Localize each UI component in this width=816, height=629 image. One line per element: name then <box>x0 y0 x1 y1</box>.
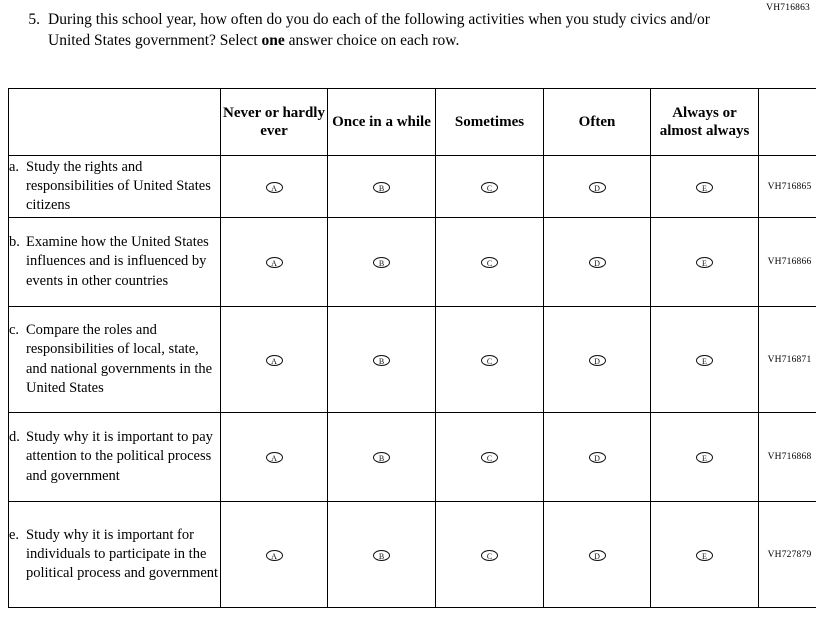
question-block <box>14 10 754 52</box>
response-matrix <box>8 88 816 608</box>
matrix-header-always-or-almost-always: Always or almost always <box>651 89 759 156</box>
row-id-a: VH716865 <box>759 156 816 218</box>
bubble-b-1[interactable] <box>221 218 328 307</box>
radio-bubble[interactable]: C <box>481 182 498 193</box>
row-id-d: VH716868 <box>759 413 816 502</box>
radio-bubble[interactable]: E <box>696 182 713 193</box>
bubble-d-2[interactable] <box>328 413 436 502</box>
radio-bubble[interactable]: B <box>373 182 390 193</box>
bubble-e-2[interactable] <box>328 502 436 608</box>
matrix-header-never-or-hardly-ever: Never or hardly ever <box>221 89 328 156</box>
radio-bubble[interactable]: E <box>696 257 713 268</box>
matrix-header-often: Often <box>544 89 651 156</box>
question-text-emphasis: one <box>261 31 285 49</box>
row-id-e: VH727879 <box>759 502 816 608</box>
row-text-c: Compare the roles and responsibilities of local, state, and national governments in the United States <box>26 321 213 396</box>
table-row <box>9 218 816 307</box>
bubble-a-3[interactable] <box>436 156 544 218</box>
radio-bubble[interactable]: E <box>696 355 713 366</box>
bubble-e-5[interactable] <box>651 502 759 608</box>
question-text-part2: answer choice on each row. <box>284 31 460 49</box>
row-text-b: Examine how the United States influences and is influenced by events in other countries <box>26 234 209 289</box>
bubble-d-5[interactable] <box>651 413 759 502</box>
bubble-b-5[interactable] <box>651 218 759 307</box>
row-letter-e: e. <box>9 526 20 543</box>
radio-bubble[interactable]: C <box>481 550 498 561</box>
radio-bubble[interactable]: C <box>481 452 498 463</box>
radio-bubble[interactable]: E <box>696 550 713 561</box>
matrix-header-once-in-a-while: Once in a while <box>328 89 436 156</box>
radio-bubble[interactable]: B <box>373 452 390 463</box>
radio-bubble[interactable]: A <box>266 355 283 366</box>
row-stub-e <box>9 502 221 608</box>
radio-bubble[interactable]: D <box>589 452 606 463</box>
bubble-a-5[interactable] <box>651 156 759 218</box>
row-letter-b: b. <box>9 234 20 251</box>
page-item-id: VH716863 <box>766 3 810 13</box>
row-text-d: Study why it is important to pay attention to the political process and government <box>26 429 213 484</box>
radio-bubble[interactable]: E <box>696 452 713 463</box>
row-id-c: VH716871 <box>759 307 816 413</box>
bubble-e-1[interactable] <box>221 502 328 608</box>
radio-bubble[interactable]: D <box>589 257 606 268</box>
bubble-d-1[interactable] <box>221 413 328 502</box>
row-text-a: Study the rights and responsibilities of United States citizens <box>26 158 211 214</box>
row-stub-b <box>9 218 221 307</box>
row-stub-d <box>9 413 221 502</box>
radio-bubble[interactable]: D <box>589 550 606 561</box>
radio-bubble[interactable]: C <box>481 257 498 268</box>
question-text-part1: During this school year, how often do you do each of the following activities when you study civics and/or United States government? Select <box>48 11 710 49</box>
radio-bubble[interactable]: B <box>373 355 390 366</box>
row-stub-a <box>9 156 221 218</box>
row-stub-c <box>9 307 221 413</box>
radio-bubble[interactable]: C <box>481 355 498 366</box>
matrix-header-stub <box>9 89 221 156</box>
question-text <box>48 10 754 52</box>
bubble-c-5[interactable] <box>651 307 759 413</box>
question-number: 5. <box>28 11 40 28</box>
bubble-a-2[interactable] <box>328 156 436 218</box>
bubble-a-4[interactable] <box>544 156 651 218</box>
table-row <box>9 413 816 502</box>
matrix-header-id <box>759 89 816 156</box>
table-row <box>9 156 816 218</box>
row-letter-a: a. <box>9 158 20 175</box>
matrix-header-row <box>9 89 816 156</box>
bubble-c-1[interactable] <box>221 307 328 413</box>
bubble-c-3[interactable] <box>436 307 544 413</box>
table-row <box>9 307 816 413</box>
radio-bubble[interactable]: B <box>373 257 390 268</box>
bubble-b-4[interactable] <box>544 218 651 307</box>
bubble-e-3[interactable] <box>436 502 544 608</box>
bubble-c-2[interactable] <box>328 307 436 413</box>
radio-bubble[interactable]: A <box>266 452 283 463</box>
row-letter-c: c. <box>9 321 20 338</box>
row-id-b: VH716866 <box>759 218 816 307</box>
bubble-c-4[interactable] <box>544 307 651 413</box>
radio-bubble[interactable]: D <box>589 355 606 366</box>
radio-bubble[interactable]: A <box>266 257 283 268</box>
bubble-b-2[interactable] <box>328 218 436 307</box>
radio-bubble[interactable]: A <box>266 182 283 193</box>
bubble-d-4[interactable] <box>544 413 651 502</box>
bubble-e-4[interactable] <box>544 502 651 608</box>
radio-bubble[interactable]: B <box>373 550 390 561</box>
bubble-b-3[interactable] <box>436 218 544 307</box>
matrix-header-sometimes: Sometimes <box>436 89 544 156</box>
bubble-a-1[interactable] <box>221 156 328 218</box>
radio-bubble[interactable]: D <box>589 182 606 193</box>
bubble-d-3[interactable] <box>436 413 544 502</box>
table-row <box>9 502 816 608</box>
row-text-e: Study why it is important for individuals to participate in the political process and government <box>26 526 219 582</box>
row-letter-d: d. <box>9 429 20 446</box>
radio-bubble[interactable]: A <box>266 550 283 561</box>
